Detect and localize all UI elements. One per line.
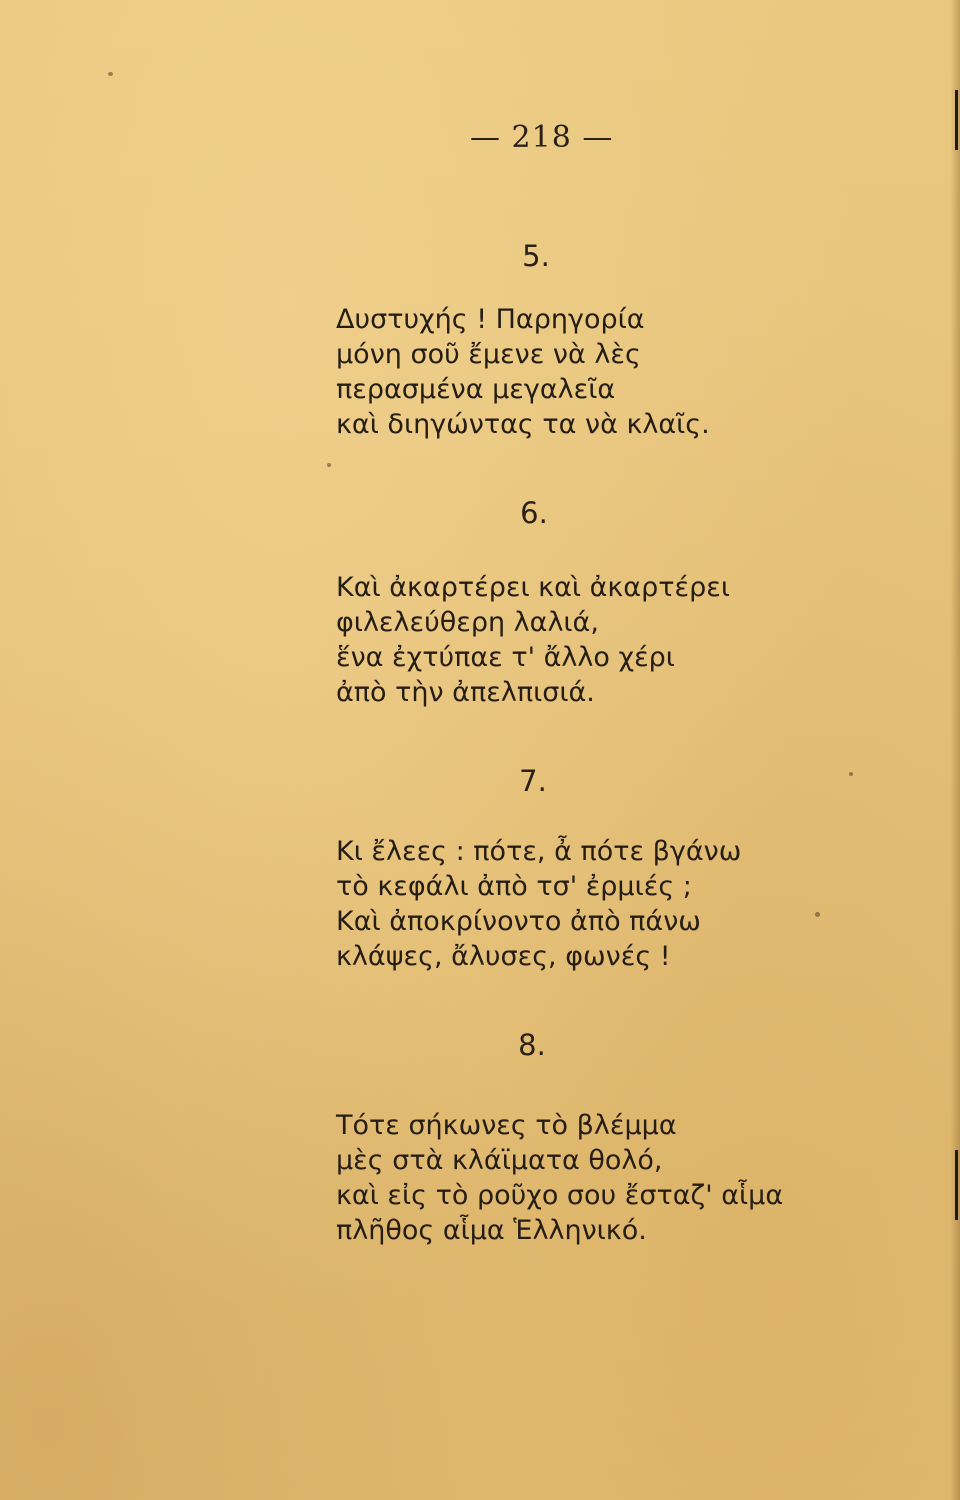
stanza-number: 7. — [519, 764, 547, 798]
verse-line: μὲς στὰ κλάϊματα θολό, — [336, 1145, 663, 1176]
stanza-number: 8. — [518, 1028, 546, 1062]
verse-line: καὶ διηγώντας τα νὰ κλαῖς. — [336, 409, 710, 440]
stanza — [336, 1108, 936, 1248]
verse-line: Τότε σήκωνες τὸ βλέμμα — [336, 1110, 677, 1141]
edge-mark — [955, 90, 958, 150]
verse-line: Καὶ ἀκαρτέρει καὶ ἀκαρτέρει — [336, 572, 730, 603]
stanza-number: 6. — [520, 496, 548, 530]
verse-line: ἕνα ἐχτύπαε τ' ἄλλο χέρι — [336, 642, 675, 673]
page-edge-shadow — [950, 0, 960, 1500]
stanza — [336, 570, 936, 710]
verse-line: Καὶ ἀποκρίνοντο ἀπὸ πάνω — [336, 906, 701, 937]
verse-line: Δυστυχής ! Παρηγορία — [336, 304, 645, 335]
paper-speck — [108, 72, 113, 76]
verse-line: καὶ εἰς τὸ ροῦχο σου ἔσταζ' αἷμα — [336, 1180, 784, 1211]
verse-line: τὸ κεφάλι ἀπὸ τσ' ἐρμιές ; — [336, 871, 692, 902]
paper-speck — [327, 463, 331, 467]
verse-line: ἀπὸ τὴν ἀπελπισιά. — [336, 677, 595, 708]
verse-line: φιλελεύθερη λαλιά, — [336, 607, 599, 638]
paper-speck — [849, 772, 853, 776]
page-number: — 218 — — [470, 120, 614, 155]
verse-line: μόνη σοῦ ἔμενε νὰ λὲς — [336, 339, 641, 370]
verse-line: κλάψες, ἄλυσες, φωνές ! — [336, 941, 671, 972]
edge-mark — [955, 1150, 958, 1220]
stanza — [336, 834, 936, 974]
stanza — [336, 302, 936, 442]
verse-line: περασμένα μεγαλεῖα — [336, 374, 616, 405]
stanza-number: 5. — [522, 239, 550, 273]
verse-line: Κι ἔλεες : πότε, ἆ πότε βγάνω — [336, 836, 742, 867]
verse-line: πλῆθος αἷμα Ἑλληνικό. — [336, 1215, 647, 1246]
